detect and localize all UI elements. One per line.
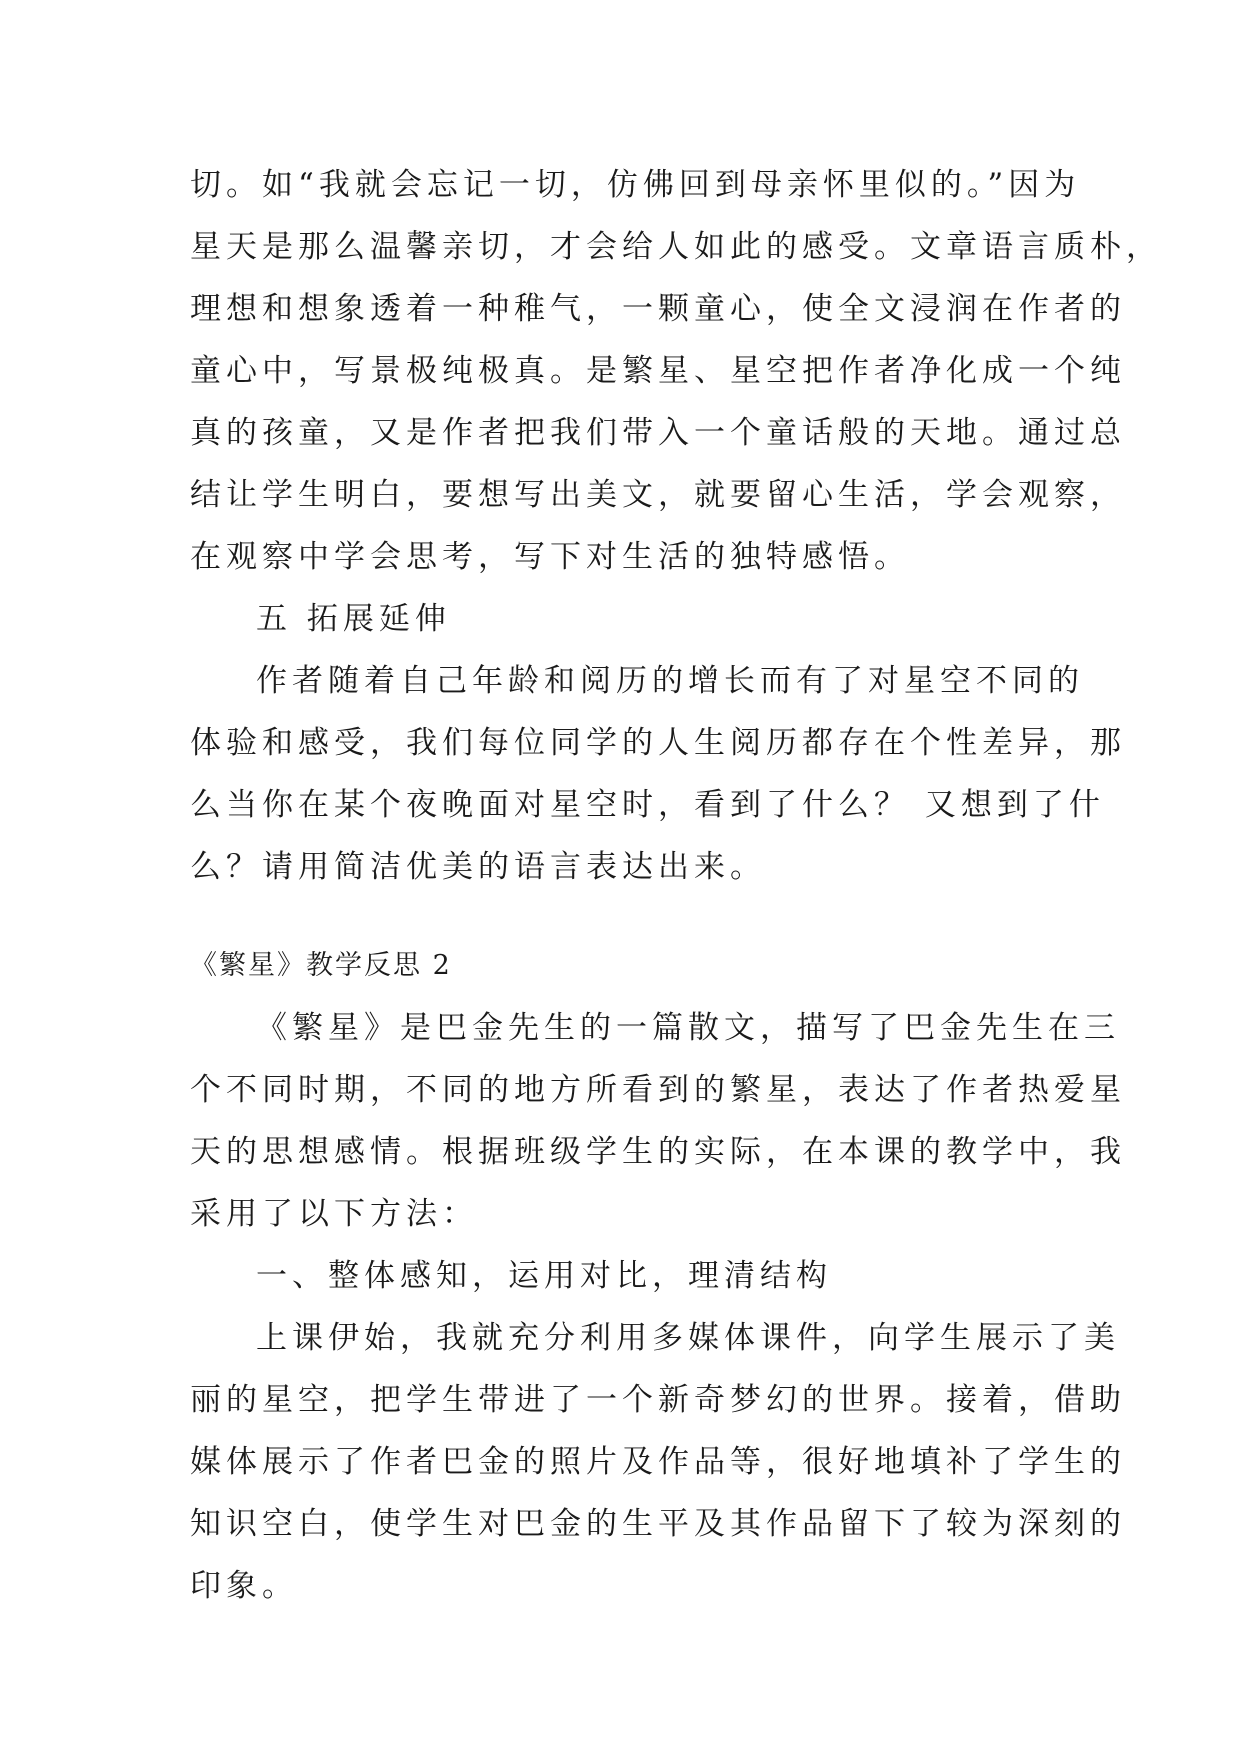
paragraph-line: 个不同时期，不同的地方所看到的繁星，表达了作者热爱星 — [190, 1072, 1126, 1108]
paragraph-line: 丽的星空，把学生带进了一个新奇梦幻的世界。接着，借助 — [190, 1382, 1126, 1418]
article-title: 《繁星》教学反思 2 — [190, 950, 452, 981]
paragraph-line: 真的孩童，又是作者把我们带入一个童话般的天地。通过总 — [190, 415, 1126, 451]
paragraph-line: 么？请用简洁优美的语言表达出来。 — [190, 849, 766, 885]
paragraph-line: 印象。 — [190, 1568, 298, 1604]
paragraph-line: 天的思想感情。根据班级学生的实际，在本课的教学中，我 — [190, 1134, 1126, 1170]
paragraph-line: 切。如“我就会忘记一切，仿佛回到母亲怀里似的。”因为 — [190, 167, 1081, 203]
paragraph-line: 结让学生明白，要想写出美文，就要留心生活，学会观察， — [190, 477, 1126, 513]
paragraph-line: 采用了以下方法： — [190, 1196, 478, 1232]
paragraph-line: 《繁星》是巴金先生的一篇散文，描写了巴金先生在三 — [256, 1010, 1120, 1046]
paragraph-line: 媒体展示了作者巴金的照片及作品等，很好地填补了学生的 — [190, 1444, 1126, 1480]
section-heading: 一、整体感知，运用对比，理清结构 — [256, 1258, 832, 1294]
paragraph-line: 作者随着自己年龄和阅历的增长而有了对星空不同的 — [256, 663, 1084, 699]
paragraph-line: 星天是那么温馨亲切，才会给人如此的感受。文章语言质朴， — [190, 229, 1162, 265]
paragraph-line: 理想和想象透着一种稚气，一颗童心，使全文浸润在作者的 — [190, 291, 1126, 327]
paragraph-line: 么当你在某个夜晚面对星空时，看到了什么？ 又想到了什 — [190, 787, 1105, 823]
section-heading: 五 拓展延伸 — [256, 601, 451, 637]
paragraph-line: 在观察中学会思考，写下对生活的独特感悟。 — [190, 539, 910, 575]
paragraph-line: 体验和感受，我们每位同学的人生阅历都存在个性差异，那 — [190, 725, 1126, 761]
paragraph-line: 知识空白，使学生对巴金的生平及其作品留下了较为深刻的 — [190, 1506, 1126, 1542]
paragraph-line: 童心中，写景极纯极真。是繁星、星空把作者净化成一个纯 — [190, 353, 1126, 389]
paragraph-line: 上课伊始，我就充分利用多媒体课件，向学生展示了美 — [256, 1320, 1120, 1356]
